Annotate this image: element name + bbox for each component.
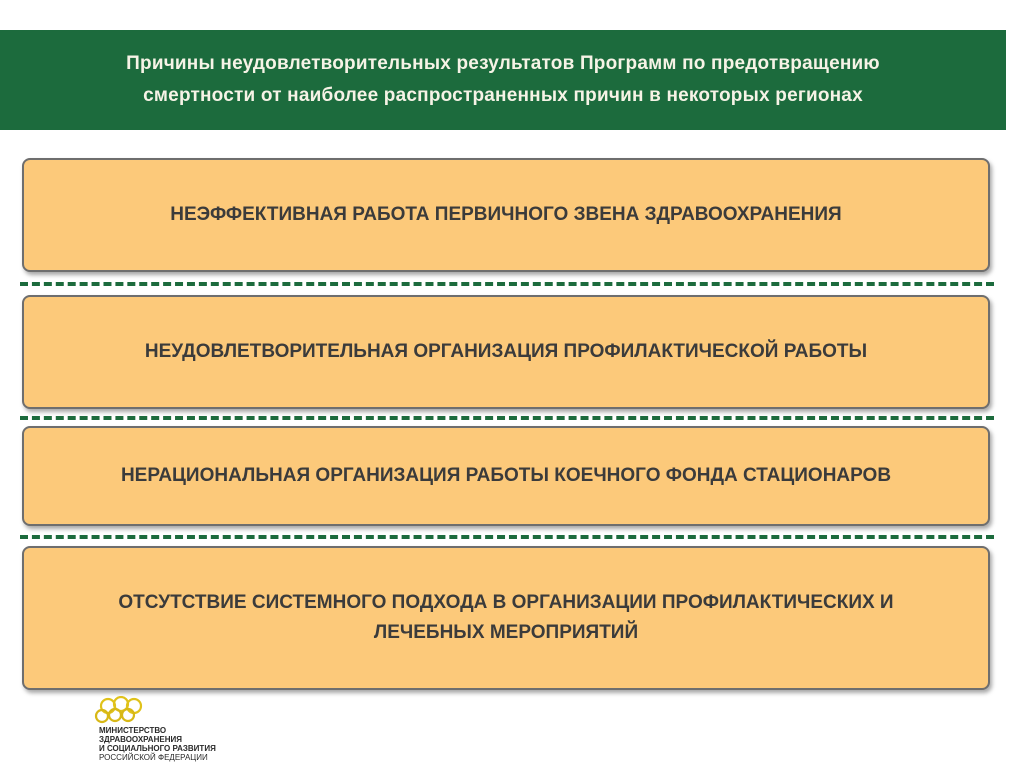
reason-text-1: НЕЭФФЕКТИВНАЯ РАБОТА ПЕРВИЧНОГО ЗВЕНА ЗДРАВООХРАНЕНИЯ: [170, 204, 842, 225]
reason-box-2: [22, 295, 990, 409]
slide-title-line-1: Причины неудовлетворительных результатов Программ по предотвращению: [126, 53, 880, 74]
logo-text-line-4: РОССИЙСКОЙ ФЕДЕРАЦИИ: [99, 753, 208, 762]
dashed-divider-3: [20, 535, 994, 539]
ministry-logo: [93, 696, 293, 764]
reason-text-3: НЕРАЦИОНАЛЬНАЯ ОРГАНИЗАЦИЯ РАБОТЫ КОЕЧНОГО ФОНДА СТАЦИОНАРОВ: [120, 465, 892, 486]
reason-text-4: ОТСУТСТВИЕ СИСТЕМНОГО ПОДХОДА В ОРГАНИЗАЦИИ ПРОФИЛАКТИЧЕСКИХ И ЛЕЧЕБНЫХ МЕРОПРИЯТИЙ: [118, 592, 894, 643]
dashed-divider-2: [20, 416, 994, 420]
reason-box-4: [22, 546, 990, 690]
dashed-divider-1: [20, 282, 994, 286]
logo-text-line-1: МИНИСТЕРСТВО: [99, 726, 167, 735]
logo-text-line-3: И СОЦИАЛЬНОГО РАЗВИТИЯ: [99, 744, 216, 753]
reason-box-3: [22, 426, 990, 526]
reason-text-2: НЕУДОВЛЕТВОРИТЕЛЬНАЯ ОРГАНИЗАЦИЯ ПРОФИЛАКТИЧЕСКОЙ РАБОТЫ: [144, 341, 868, 362]
reason-box-1: [22, 158, 990, 272]
slide-title-line-2: смертности от наиболее распространенных причин в некоторых регионах: [143, 85, 863, 106]
logo-text-line-2: ЗДРАВООХРАНЕНИЯ: [99, 735, 182, 744]
slide-header: [0, 30, 1006, 130]
ministry-logo-text: [99, 726, 216, 762]
